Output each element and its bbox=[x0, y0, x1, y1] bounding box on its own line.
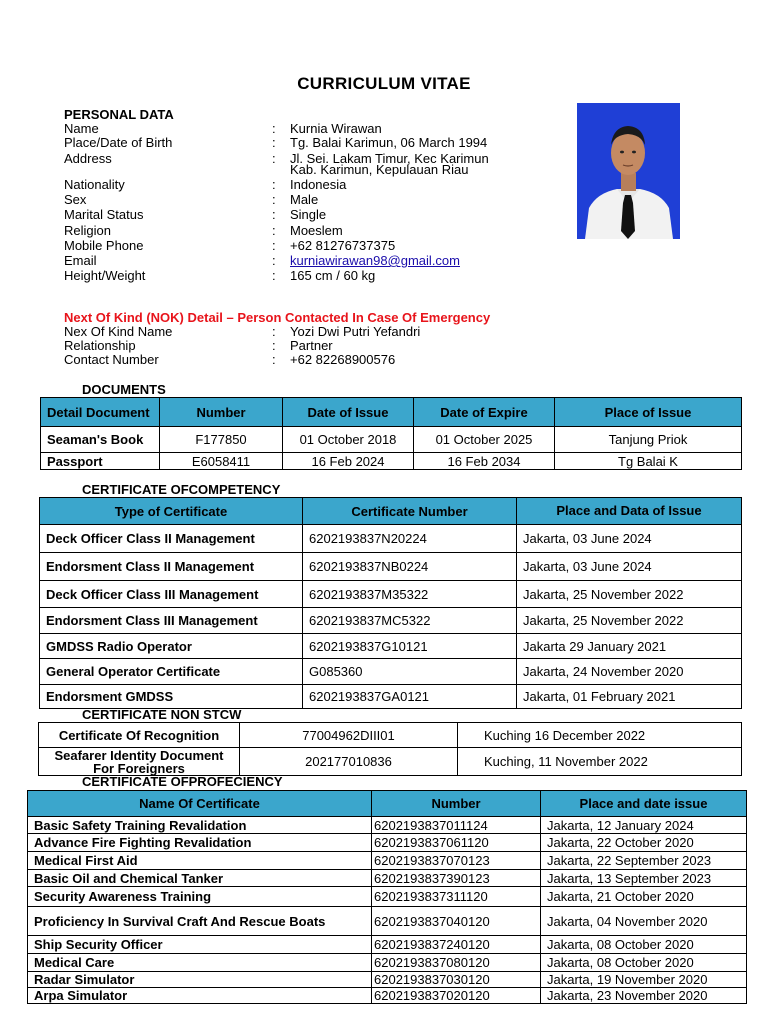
label-marital: Marital Status bbox=[64, 207, 144, 222]
table-cell: 6202193837030120 bbox=[372, 972, 541, 988]
table-cell: Seaman's Book bbox=[41, 427, 160, 453]
table-header-row bbox=[41, 398, 742, 427]
table-row bbox=[28, 817, 747, 834]
table-cell: Kuching, 11 November 2022 bbox=[458, 748, 742, 776]
col-header: Place of Issue bbox=[555, 398, 742, 427]
label-phone: Mobile Phone bbox=[64, 238, 144, 253]
person-photo-illustration bbox=[577, 103, 680, 239]
table-cell: G085360 bbox=[303, 659, 517, 685]
table-cell: 6202193837240120 bbox=[372, 936, 541, 954]
table-row bbox=[40, 553, 742, 581]
table-cell: Jakarta, 13 September 2023 bbox=[541, 870, 747, 887]
table-cell: Jakarta, 19 November 2020 bbox=[541, 972, 747, 988]
table-cell: Passport bbox=[41, 453, 160, 470]
table-row bbox=[40, 659, 742, 685]
table-cell: Deck Officer Class II Management bbox=[40, 525, 303, 553]
table-cell: Advance Fire Fighting Revalidation bbox=[28, 834, 372, 852]
table-cell: 6202193837080120 bbox=[372, 954, 541, 972]
table-row bbox=[40, 608, 742, 634]
value-address: Jl. Sei. Lakam Timur, Kec Karimun bbox=[290, 151, 489, 166]
table-cell: Tg Balai K bbox=[555, 453, 742, 470]
col-header: Date of Expire bbox=[414, 398, 555, 427]
value-marital: Single bbox=[290, 207, 327, 222]
table-cell: F177850 bbox=[160, 427, 283, 453]
value-sex: Male bbox=[290, 192, 319, 207]
table-cell: Arpa Simulator bbox=[28, 988, 372, 1004]
non-stcw-heading: CERTIFICATE NON STCW bbox=[82, 707, 242, 722]
value-height-weight: 165 cm / 60 kg bbox=[290, 268, 376, 283]
label-address: Address bbox=[64, 151, 112, 166]
value-religion: Moeslem bbox=[290, 223, 343, 238]
table-cell: Certificate Of Recognition bbox=[39, 723, 240, 748]
table-cell: Jakarta, 04 November 2020 bbox=[541, 907, 747, 936]
email-link[interactable]: kurniawirawan98@gmail.com bbox=[290, 253, 460, 268]
colon: : bbox=[272, 207, 276, 222]
table-cell: Seafarer Identity Document For Foreigners bbox=[39, 748, 240, 776]
table-row bbox=[28, 907, 747, 936]
table-row bbox=[40, 685, 742, 709]
table-cell: Jakarta, 22 October 2020 bbox=[541, 834, 747, 852]
col-header: Type of Certificate bbox=[40, 498, 303, 525]
col-header: Name Of Certificate bbox=[28, 791, 372, 817]
table-cell: Ship Security Officer bbox=[28, 936, 372, 954]
table-cell: Jakarta, 03 June 2024 bbox=[517, 553, 742, 581]
value-name: Kurnia Wirawan bbox=[290, 121, 382, 136]
table-row bbox=[41, 453, 742, 470]
nok-heading: Next Of Kind (NOK) Detail – Person Contacted In Case Of Emergency bbox=[64, 310, 491, 325]
label-contact-number: Contact Number bbox=[64, 352, 159, 367]
table-cell: Tanjung Priok bbox=[555, 427, 742, 453]
table-cell: E6058411 bbox=[160, 453, 283, 470]
table-row bbox=[28, 870, 747, 887]
label-religion: Religion bbox=[64, 223, 111, 238]
col-header: Detail Document bbox=[41, 398, 160, 427]
label-height-weight: Height/Weight bbox=[64, 268, 146, 283]
table-row bbox=[28, 834, 747, 852]
table-cell: Jakarta, 12 January 2024 bbox=[541, 817, 747, 834]
table-cell: Jakarta, 01 February 2021 bbox=[517, 685, 742, 709]
table-row bbox=[41, 427, 742, 453]
table-cell: Jakarta, 24 November 2020 bbox=[517, 659, 742, 685]
label-relationship: Relationship bbox=[64, 338, 136, 353]
table-cell: Jakarta, 08 October 2020 bbox=[541, 936, 747, 954]
label-nationality: Nationality bbox=[64, 177, 125, 192]
table-cell: Proficiency In Survival Craft And Rescue Boats bbox=[28, 907, 372, 936]
table-cell: Security Awareness Training bbox=[28, 887, 372, 907]
col-header: Date of Issue bbox=[283, 398, 414, 427]
colon: : bbox=[272, 238, 276, 253]
table-cell: 6202193837040120 bbox=[372, 907, 541, 936]
table-row bbox=[40, 634, 742, 659]
table-row bbox=[39, 748, 742, 776]
colon: : bbox=[272, 151, 276, 166]
table-row bbox=[40, 581, 742, 608]
table-cell: 6202193837G10121 bbox=[303, 634, 517, 659]
value-relationship: Partner bbox=[290, 338, 333, 353]
table-cell: Kuching 16 December 2022 bbox=[458, 723, 742, 748]
colon: : bbox=[272, 135, 276, 150]
table-cell: 6202193837NB0224 bbox=[303, 553, 517, 581]
proficiency-table bbox=[27, 790, 747, 1004]
table-header-row bbox=[28, 791, 747, 817]
table-cell: Medical Care bbox=[28, 954, 372, 972]
col-header: Place and Data of Issue bbox=[517, 498, 742, 525]
table-header-row bbox=[40, 498, 742, 525]
table-cell: Jakarta, 25 November 2022 bbox=[517, 608, 742, 634]
proficiency-heading: CERTIFICATE OFPROFECIENCY bbox=[82, 774, 283, 789]
col-header: Number bbox=[160, 398, 283, 427]
label-email: Email bbox=[64, 253, 97, 268]
table-cell: 6202193837011124 bbox=[372, 817, 541, 834]
value-phone: +62 81276737375 bbox=[290, 238, 396, 253]
table-row bbox=[40, 525, 742, 553]
value-contact-number: +62 82268900576 bbox=[290, 352, 396, 367]
table-cell: Basic Safety Training Revalidation bbox=[28, 817, 372, 834]
table-cell: Jakarta 29 January 2021 bbox=[517, 634, 742, 659]
table-cell: 6202193837311120 bbox=[372, 887, 541, 907]
table-cell: Radar Simulator bbox=[28, 972, 372, 988]
colon: : bbox=[272, 324, 276, 339]
col-header: Number bbox=[372, 791, 541, 817]
table-row bbox=[28, 988, 747, 1004]
table-cell: General Operator Certificate bbox=[40, 659, 303, 685]
colon: : bbox=[272, 253, 276, 268]
value-nok-name: Yozi Dwi Putri Yefandri bbox=[290, 324, 421, 339]
table-cell: 6202193837N20224 bbox=[303, 525, 517, 553]
documents-heading: DOCUMENTS bbox=[82, 382, 166, 397]
table-row bbox=[28, 852, 747, 870]
table-cell: GMDSS Radio Operator bbox=[40, 634, 303, 659]
label-name: Name bbox=[64, 121, 99, 136]
table-cell: 6202193837GA0121 bbox=[303, 685, 517, 709]
table-cell: 01 October 2018 bbox=[283, 427, 414, 453]
table-cell: Endorsment Class III Management bbox=[40, 608, 303, 634]
table-cell: Jakarta, 25 November 2022 bbox=[517, 581, 742, 608]
table-cell: 6202193837061120 bbox=[372, 834, 541, 852]
table-cell: Deck Officer Class III Management bbox=[40, 581, 303, 608]
colon: : bbox=[272, 192, 276, 207]
table-cell: 202177010836 bbox=[240, 748, 458, 776]
table-cell: 6202193837MC5322 bbox=[303, 608, 517, 634]
label-nok-name: Nex Of Kind Name bbox=[64, 324, 173, 339]
competency-heading: CERTIFICATE OFCOMPETENCY bbox=[82, 482, 281, 497]
table-row bbox=[28, 936, 747, 954]
label-sex: Sex bbox=[64, 192, 87, 207]
table-row bbox=[39, 723, 742, 748]
col-header: Certificate Number bbox=[303, 498, 517, 525]
colon: : bbox=[272, 352, 276, 367]
value-nationality: Indonesia bbox=[290, 177, 347, 192]
table-cell: 16 Feb 2024 bbox=[283, 453, 414, 470]
col-header: Place and date issue bbox=[541, 791, 747, 817]
table-cell: Endorsment Class II Management bbox=[40, 553, 303, 581]
table-cell: Jakarta, 08 October 2020 bbox=[541, 954, 747, 972]
colon: : bbox=[272, 338, 276, 353]
colon: : bbox=[272, 268, 276, 283]
colon: : bbox=[272, 121, 276, 136]
table-row bbox=[28, 972, 747, 988]
table-cell: Jakarta, 23 November 2020 bbox=[541, 988, 747, 1004]
table-cell: Basic Oil and Chemical Tanker bbox=[28, 870, 372, 887]
table-row bbox=[28, 887, 747, 907]
table-cell: 6202193837390123 bbox=[372, 870, 541, 887]
table-row bbox=[28, 954, 747, 972]
value-birth: Tg. Balai Karimun, 06 March 1994 bbox=[290, 135, 488, 150]
colon: : bbox=[272, 223, 276, 238]
table-cell: Jakarta, 22 September 2023 bbox=[541, 852, 747, 870]
table-cell: 16 Feb 2034 bbox=[414, 453, 555, 470]
table-cell: Endorsment GMDSS bbox=[40, 685, 303, 709]
colon: : bbox=[272, 177, 276, 192]
non-stcw-table bbox=[38, 722, 742, 776]
label-birth: Place/Date of Birth bbox=[64, 135, 173, 150]
table-cell: 6202193837020120 bbox=[372, 988, 541, 1004]
page-title: CURRICULUM VITAE bbox=[297, 74, 471, 93]
table-cell: 01 October 2025 bbox=[414, 427, 555, 453]
table-cell: 77004962DIII01 bbox=[240, 723, 458, 748]
profile-photo bbox=[577, 103, 680, 239]
table-cell: 6202193837M35322 bbox=[303, 581, 517, 608]
value-address-line2: Kab. Karimun, Kepulauan Riau bbox=[290, 162, 469, 177]
table-cell: Jakarta, 03 June 2024 bbox=[517, 525, 742, 553]
table-cell: Jakarta, 21 October 2020 bbox=[541, 887, 747, 907]
table-cell: 6202193837070123 bbox=[372, 852, 541, 870]
personal-data-heading: PERSONAL DATA bbox=[64, 107, 174, 122]
documents-table bbox=[40, 397, 742, 470]
competency-table bbox=[39, 497, 742, 709]
table-cell: Medical First Aid bbox=[28, 852, 372, 870]
